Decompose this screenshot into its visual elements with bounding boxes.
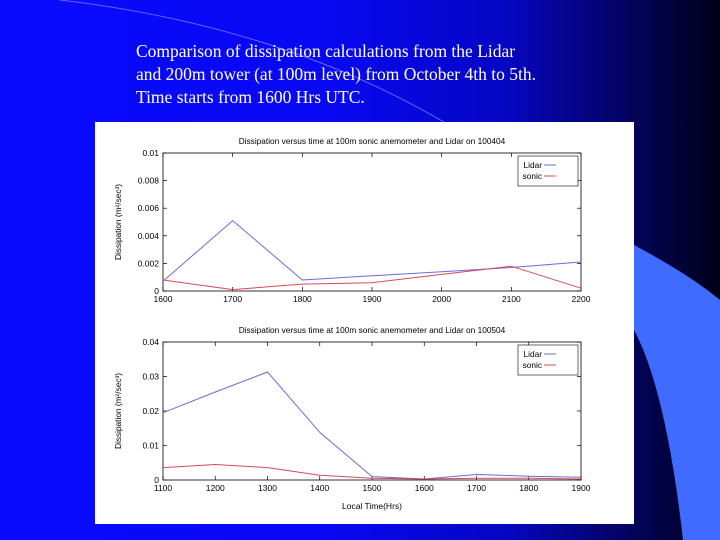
- chart-panel-1: [113, 136, 591, 304]
- chart-title: Dissipation versus time at 100m sonic anemometer and Lidar on 100504: [238, 325, 506, 335]
- chart-title: Dissipation versus time at 100m sonic anemometer and Lidar on 100404: [238, 136, 506, 146]
- y-tick-label: 0.02: [142, 406, 159, 416]
- caption-line: Comparison of dissipation calculations from the Lidar: [136, 41, 516, 61]
- legend: [518, 156, 578, 186]
- y-tick-label: 0: [154, 475, 159, 485]
- x-tick-label: 1600: [414, 483, 434, 493]
- y-tick-label: 0.01: [142, 148, 159, 158]
- legend-label: sonic: [522, 171, 542, 181]
- x-tick-label: 1800: [292, 294, 312, 304]
- chart-canvas: [95, 122, 634, 524]
- caption-line: Time starts from 1600 Hrs UTC.: [136, 87, 365, 107]
- y-tick-label: 0.006: [137, 203, 159, 214]
- y-axis-label: Dissipation (m²/sec³): [113, 183, 123, 261]
- y-tick-label: 0.002: [137, 258, 159, 269]
- y-axis-label: Dissipation (m²/sec³): [113, 372, 123, 450]
- x-tick-label: 1400: [310, 483, 330, 493]
- caption-line: and 200m tower (at 100m level) from October 4th to 5th.: [136, 64, 536, 84]
- x-tick-label: 1500: [362, 483, 382, 493]
- legend-label: sonic: [522, 360, 542, 370]
- legend: [518, 345, 578, 375]
- legend-label: Lidar: [523, 349, 542, 359]
- x-tick-label: 1300: [258, 483, 277, 493]
- x-tick-label: 1900: [362, 294, 382, 304]
- y-tick-label: 0.01: [142, 440, 159, 451]
- x-tick-label: 1600: [153, 294, 173, 304]
- decorative-shape: [634, 245, 720, 540]
- chart-panel-2: [113, 325, 591, 511]
- x-tick-label: 1200: [205, 483, 225, 493]
- y-tick-label: 0.008: [137, 175, 159, 186]
- y-tick-label: 0.03: [142, 371, 159, 382]
- chart-figure: [95, 122, 634, 524]
- x-tick-label: 1800: [519, 483, 539, 493]
- x-tick-label: 1700: [467, 483, 486, 493]
- x-tick-label: 2000: [432, 294, 452, 304]
- x-axis-label: Local Time(Hrs): [342, 501, 402, 511]
- y-tick-label: 0: [154, 286, 159, 296]
- y-tick-label: 0.04: [142, 337, 159, 347]
- x-tick-label: 2200: [571, 294, 591, 304]
- x-tick-label: 2100: [501, 294, 521, 304]
- x-tick-label: 1100: [153, 483, 173, 493]
- legend-label: Lidar: [523, 160, 542, 170]
- x-tick-label: 1700: [223, 294, 243, 304]
- x-tick-label: 1900: [571, 483, 591, 493]
- slide-caption: [136, 40, 656, 109]
- y-tick-label: 0.004: [137, 230, 159, 241]
